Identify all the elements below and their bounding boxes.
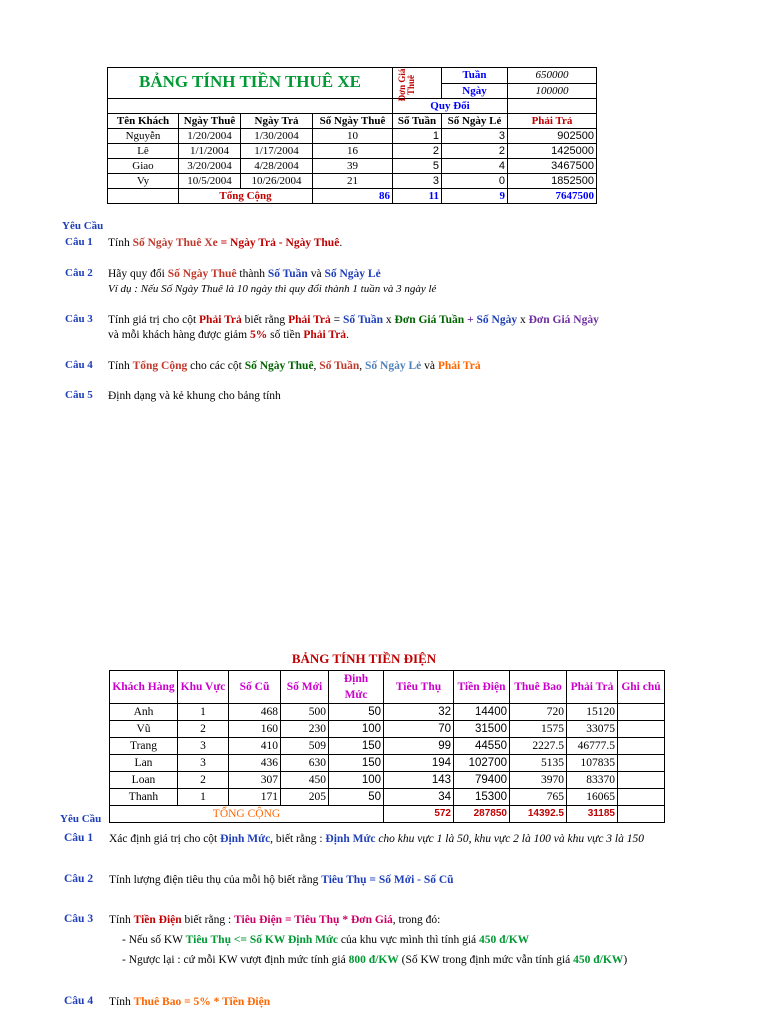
text: Định dạng và kẻ khung cho bảng tính: [108, 390, 281, 402]
text: Số Ngày Lẻ: [365, 360, 422, 372]
cell: 10/26/2004: [241, 174, 313, 189]
question-text: [108, 359, 481, 373]
rental-title-cell: [108, 68, 393, 99]
cell: 70: [384, 721, 454, 738]
text: Tính: [108, 360, 133, 372]
text: Xác định giá trị cho cột: [109, 833, 221, 845]
text: Đơn Giá Ngày: [528, 314, 599, 326]
total-consumption: 572: [384, 806, 454, 823]
col-header: Phải Trả: [508, 114, 597, 129]
cell: 765: [510, 789, 567, 806]
text: Tổng Cộng: [132, 360, 188, 372]
question-label: Câu 3: [64, 913, 94, 925]
don-gia-label: Đơn Giá Thuê: [397, 68, 416, 102]
total-label: TỔNG CỘNG: [110, 806, 384, 823]
text: .: [339, 237, 343, 249]
rate-day-label: Ngày: [442, 83, 508, 99]
cell: Vũ: [110, 721, 178, 738]
cell: 143: [384, 772, 454, 789]
requirements-heading: Yêu Cầu: [62, 220, 104, 232]
cell: 150: [329, 755, 384, 772]
cell: 436: [229, 755, 281, 772]
text: Tính: [109, 914, 134, 926]
text: , trong đó:: [392, 914, 441, 926]
cell: 79400: [454, 772, 510, 789]
cell: 160: [229, 721, 281, 738]
table-row: [108, 144, 597, 159]
text: Định Mức: [325, 833, 376, 845]
question-text: [108, 313, 599, 327]
cell: 16065: [567, 789, 618, 806]
table-row: [110, 738, 665, 755]
cell: Trang: [110, 738, 178, 755]
text: biết rằng: [241, 314, 289, 326]
text: và: [421, 360, 438, 372]
table-row: [108, 129, 597, 144]
cell: 2: [442, 144, 508, 159]
text: Số Tuần: [267, 268, 308, 280]
cell: 0: [442, 174, 508, 189]
cell: 150: [329, 738, 384, 755]
cell: Vy: [108, 174, 179, 189]
col-header: Ghi chú: [618, 671, 665, 704]
cell: 16: [313, 144, 393, 159]
cell: 3: [178, 755, 229, 772]
col-header: Số Ngày Thuê: [313, 114, 393, 129]
question-text-2: [108, 328, 349, 342]
text: +: [464, 314, 477, 326]
cell: 15120: [567, 704, 618, 721]
cell: [618, 772, 665, 789]
cell: 102700: [454, 755, 510, 772]
cell: 99: [384, 738, 454, 755]
electric-table: [109, 670, 665, 823]
text: Tính lượng điện tiêu thụ của mỗi hộ biết rằng: [109, 874, 322, 886]
cell: 205: [281, 789, 329, 806]
question-label: Câu 3: [65, 313, 93, 325]
text: Hãy quy đổi: [108, 268, 168, 280]
question-text: [109, 873, 454, 887]
cell: 50: [329, 789, 384, 806]
cell: 230: [281, 721, 329, 738]
cell: 21: [313, 174, 393, 189]
cell: [618, 704, 665, 721]
cell: Giao: [108, 159, 179, 174]
requirements-heading: Yêu Cầu: [60, 813, 102, 825]
text: x: [383, 314, 395, 326]
col-header: Số Mới: [281, 671, 329, 704]
cell: 5135: [510, 755, 567, 772]
text: Phải Trả: [303, 329, 347, 341]
cell: [618, 721, 665, 738]
cell: 1852500: [508, 174, 597, 189]
text: Tiền Điện: [133, 914, 182, 926]
rental-table: [107, 67, 597, 204]
cell: [618, 755, 665, 772]
cell: 2: [178, 721, 229, 738]
cell: 3: [178, 738, 229, 755]
cell: 902500: [508, 129, 597, 144]
text: Ngày Trả: [230, 237, 276, 249]
cell: 39: [313, 159, 393, 174]
cell: Lê: [108, 144, 179, 159]
cell: 10/5/2004: [179, 174, 241, 189]
cell: [618, 738, 665, 755]
rate-day-value: 100000: [508, 83, 597, 99]
table-row: [108, 159, 597, 174]
cell: 3: [393, 174, 442, 189]
cell: 2: [178, 772, 229, 789]
total-row: [108, 189, 597, 204]
cell: [108, 189, 179, 204]
rental-title: BẢNG TÍNH TIỀN THUÊ XE: [138, 72, 361, 91]
total-label: Tổng Cộng: [179, 189, 313, 204]
col-header: Số Cũ: [229, 671, 281, 704]
table-row: [108, 174, 597, 189]
cell: 4/28/2004: [241, 159, 313, 174]
total-row: [110, 806, 665, 823]
cell: Loan: [110, 772, 178, 789]
cell: 31500: [454, 721, 510, 738]
cell: 3467500: [508, 159, 597, 174]
text: Ngày Thuê: [285, 237, 340, 249]
text: ,: [359, 360, 366, 372]
total-days: 86: [313, 189, 393, 204]
total-pay: 7647500: [508, 189, 597, 204]
text: x: [517, 314, 529, 326]
text: Tính: [109, 996, 134, 1008]
cell: Lan: [110, 755, 178, 772]
cell: 44550: [454, 738, 510, 755]
cell: 509: [281, 738, 329, 755]
cell: Thanh: [110, 789, 178, 806]
col-header: Ngày Thuê: [179, 114, 241, 129]
text: 450 đ/KW: [573, 954, 624, 966]
text: =: [330, 314, 344, 326]
text: Số Tuần: [343, 314, 384, 326]
rate-week-label: Tuần: [442, 68, 508, 84]
text: thành: [236, 268, 268, 280]
text: 5%: [249, 329, 268, 341]
text: Định Mức: [220, 833, 271, 845]
text: Tính giá trị cho cột: [108, 314, 200, 326]
question-label: Câu 4: [64, 995, 94, 1007]
cell: 500: [281, 704, 329, 721]
text: Tiêu Thụ <= Số KW Định Mức: [185, 934, 338, 946]
cell: 1425000: [508, 144, 597, 159]
text: -: [275, 237, 286, 249]
question-label: Câu 2: [64, 873, 94, 885]
col-header: Tiền Điện: [454, 671, 510, 704]
text: biết rằng :: [181, 914, 235, 926]
rate-week-value: 650000: [508, 68, 597, 84]
cell: 1/17/2004: [241, 144, 313, 159]
total-pay: 31185: [567, 806, 618, 823]
cell: 100: [329, 772, 384, 789]
cell: 1575: [510, 721, 567, 738]
total-electric: 287850: [454, 806, 510, 823]
text: Số Ngày Lẻ: [324, 268, 381, 280]
col-header: Định Mức: [329, 671, 384, 704]
cell: 83370: [567, 772, 618, 789]
question-label: Câu 5: [65, 389, 93, 401]
text: Số Ngày: [476, 314, 518, 326]
table-row: [110, 755, 665, 772]
text: Tiêu Điện = Tiêu Thụ * Đơn Giá: [234, 914, 393, 926]
cell: 2: [393, 144, 442, 159]
question-text: [108, 236, 342, 250]
question-label: Câu 2: [65, 267, 93, 279]
text: ,: [313, 360, 320, 372]
cell: 171: [229, 789, 281, 806]
text: Tính: [108, 237, 133, 249]
table-row: [110, 721, 665, 738]
text: và: [307, 268, 325, 280]
cell: 1: [178, 789, 229, 806]
question-text-2: [122, 933, 529, 947]
text: Số Ngày Thuê: [244, 360, 314, 372]
empty-cell: [508, 99, 597, 114]
text: Đơn Giá Tuần: [394, 314, 465, 326]
cell: 14400: [454, 704, 510, 721]
text: Số Ngày Thuê Xe: [132, 237, 218, 249]
text: - Nếu số KW: [122, 934, 186, 946]
cell: Anh: [110, 704, 178, 721]
cell: [618, 789, 665, 806]
cell: 1/30/2004: [241, 129, 313, 144]
spacer-cell: [108, 99, 393, 114]
cell: Nguyễn: [108, 129, 179, 144]
cell: 4: [442, 159, 508, 174]
question-label: Câu 1: [64, 832, 94, 844]
table-row: [110, 772, 665, 789]
text: Thuê Bao = 5% * Tiền Điện: [133, 996, 271, 1008]
cell: 1: [393, 129, 442, 144]
question-text: [109, 832, 644, 846]
cell: 34: [384, 789, 454, 806]
electric-title: BẢNG TÍNH TIỀN ĐIỆN: [291, 651, 437, 666]
col-header: Số Ngày Lẻ: [442, 114, 508, 129]
text: , biết rằng :: [270, 833, 326, 845]
cell: 1/20/2004: [179, 129, 241, 144]
cell: 32: [384, 704, 454, 721]
text: cho các cột: [187, 360, 245, 372]
cell: 100: [329, 721, 384, 738]
cell: 10: [313, 129, 393, 144]
example-text: Ví dụ : Nếu Số Ngày Thuê là 10 ngày thì quy đổi thành 1 tuần và 3 ngày lẻ: [108, 283, 437, 295]
question-text: [108, 267, 381, 281]
text: - Ngược lại : cứ mỗi KW vượt định mức tính giá: [122, 954, 349, 966]
question-text: [109, 913, 440, 927]
cell: 1/1/2004: [179, 144, 241, 159]
quy-doi-label: Quy Đổi: [393, 99, 508, 114]
col-header: Tiêu Thụ: [384, 671, 454, 704]
text: 800 đ/KW: [348, 954, 399, 966]
cell: 720: [510, 704, 567, 721]
cell: 3: [442, 129, 508, 144]
text: của khu vực mình thì tính giá: [337, 934, 479, 946]
text: (Số KW trong định mức vẫn tính giá: [398, 954, 574, 966]
cell: 107835: [567, 755, 618, 772]
cell: 5: [393, 159, 442, 174]
col-header: Số Tuần: [393, 114, 442, 129]
cell: 450: [281, 772, 329, 789]
table-row: [110, 789, 665, 806]
cell: 46777.5: [567, 738, 618, 755]
text: số tiền: [267, 329, 304, 341]
total-subscription: 14392.5: [510, 806, 567, 823]
cell: 194: [384, 755, 454, 772]
question-text-3: [122, 953, 627, 967]
cell: 468: [229, 704, 281, 721]
col-header: Tên Khách: [108, 114, 179, 129]
col-header: Khách Hàng: [110, 671, 178, 704]
text: Phải Trả: [199, 314, 242, 326]
text: ): [623, 954, 628, 966]
don-gia-cell: [393, 68, 442, 102]
cell: 630: [281, 755, 329, 772]
cell: 410: [229, 738, 281, 755]
col-header: Phải Trả: [567, 671, 618, 704]
total-odd-days: 9: [442, 189, 508, 204]
text: Tiêu Thụ = Số Mới - Số Cũ: [321, 874, 454, 886]
text: .: [346, 329, 349, 341]
col-header: Ngày Trả: [241, 114, 313, 129]
question-text: [108, 389, 281, 403]
cell: 15300: [454, 789, 510, 806]
cell: 1: [178, 704, 229, 721]
text: =: [217, 237, 231, 249]
question-text: [109, 995, 270, 1009]
table-row: [110, 704, 665, 721]
cell: 2227.5: [510, 738, 567, 755]
col-header: Khu Vực: [178, 671, 229, 704]
text: Số Tuần: [319, 360, 360, 372]
text: cho khu vực 1 là 50, khu vực 2 là 100 và khu vực 3 là 150: [375, 833, 645, 845]
col-header: Thuê Bao: [510, 671, 567, 704]
cell: [618, 806, 665, 823]
cell: 307: [229, 772, 281, 789]
text: Phải Trả: [437, 360, 481, 372]
text: Số Ngày Thuê: [167, 268, 237, 280]
cell: 3/20/2004: [179, 159, 241, 174]
cell: 50: [329, 704, 384, 721]
cell: 3970: [510, 772, 567, 789]
cell: 33075: [567, 721, 618, 738]
total-weeks: 11: [393, 189, 442, 204]
question-label: Câu 1: [65, 236, 93, 248]
question-label: Câu 4: [65, 359, 93, 371]
text: 450 đ/KW: [479, 934, 530, 946]
text: Phải Trả: [288, 314, 331, 326]
text: và mỗi khách hàng được giảm: [108, 329, 250, 341]
